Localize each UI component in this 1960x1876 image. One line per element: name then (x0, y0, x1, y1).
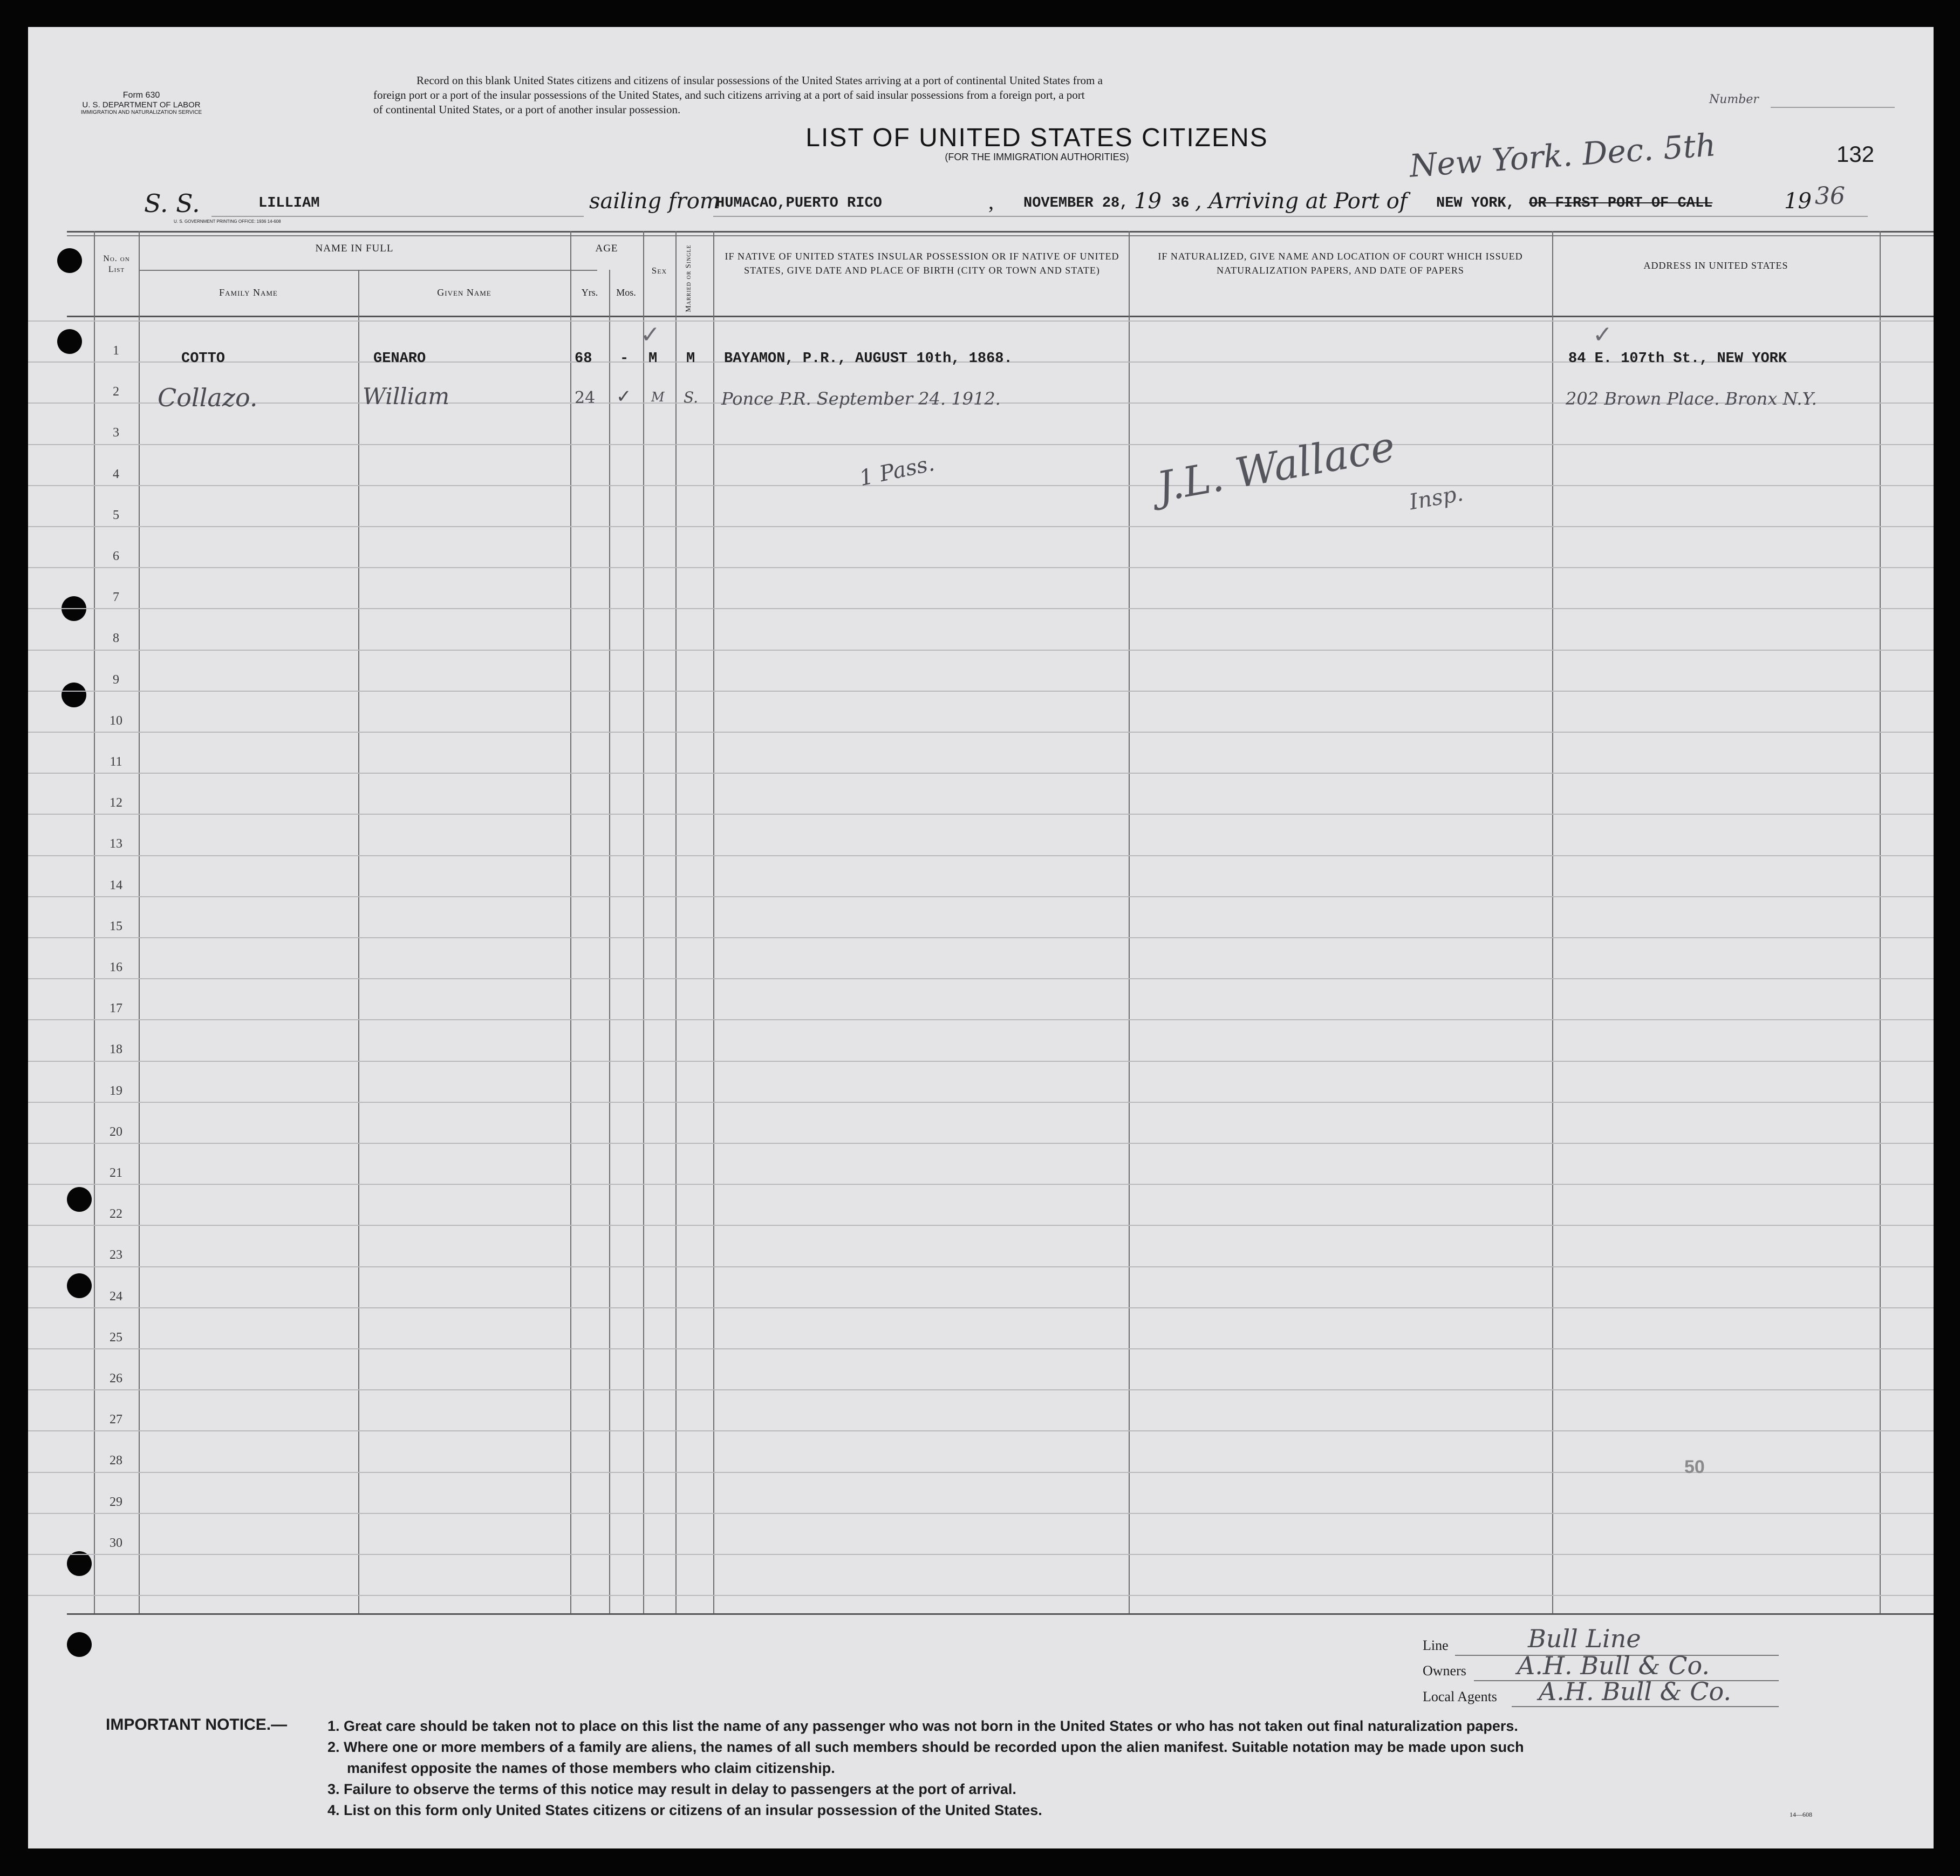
notice-item: 2. Where one or more members of a family are aliens, the names of all such members should be recorded upon the alien manifest. Suitable notation may be made upon such (327, 1739, 1524, 1755)
agents-label: Local Agents (1423, 1689, 1497, 1704)
page-subtitle: (FOR THE IMMIGRATION AUTHORITIES) (945, 152, 1129, 162)
row-number: 14 (110, 878, 122, 892)
printing-note: U. S. GOVERNMENT PRINTING OFFICE: 1936 14-608 (174, 219, 281, 224)
row-rule (28, 1266, 1934, 1267)
row-rule (28, 1061, 1934, 1062)
punch-hole (67, 1273, 92, 1298)
age-yrs-cell: 24 (575, 388, 596, 407)
row-rule (28, 1513, 1934, 1514)
row-rule (28, 1307, 1934, 1308)
row-number: 17 (110, 1001, 122, 1015)
row-number: 8 (113, 631, 119, 645)
row-rule (28, 1102, 1934, 1103)
age-mos-cell: ✓ (616, 386, 632, 407)
sex-cell: M (651, 390, 665, 405)
handwritten-port-date: New York. Dec. 5th (1408, 126, 1717, 185)
row-number: 10 (110, 714, 122, 728)
row-rule (28, 320, 1934, 322)
arrival-port: NEW YORK, (1436, 195, 1515, 212)
row-rule (28, 937, 1934, 938)
row-rule (28, 732, 1934, 733)
inspector-signature: J.L. Wallace (1153, 421, 1399, 511)
row-rule (28, 814, 1934, 815)
page-title: LIST OF UNITED STATES CITIZENS (805, 124, 1268, 152)
row-rule (28, 1595, 1934, 1596)
notice-list (327, 1716, 1924, 1821)
instruction-line: of continental United States, or a port of another insular possession. (373, 103, 681, 116)
col-sex: Sex (651, 265, 667, 276)
row-number: 12 (110, 796, 122, 810)
row-number: 28 (110, 1454, 122, 1468)
row-number: 26 (110, 1372, 122, 1386)
row-rule (28, 567, 1934, 568)
line-label: Line (1423, 1638, 1449, 1653)
punch-hole (57, 248, 82, 273)
service: IMMIGRATION AND NATURALIZATION SERVICE (80, 110, 202, 115)
row-number: 6 (113, 549, 119, 563)
row-rule (28, 485, 1934, 486)
ss-label: S. S. (144, 189, 200, 218)
row-number: 3 (113, 426, 119, 440)
form-code: 14—608 (1790, 1811, 1812, 1818)
row-number: 1 (113, 344, 119, 358)
notice-item: 3. Failure to observe the terms of this notice may result in delay to passengers at the port of arrival. (327, 1781, 1016, 1797)
row-number: 25 (110, 1331, 122, 1345)
col-no-on-list: No. on List (103, 254, 130, 274)
col-mos: Mos. (616, 287, 636, 298)
manifest-sheet: Form 630 U. S. DEPARTMENT OF LABOR IMMIGRATION AND NATURALIZATION SERVICE Record on this blank United States citizens and citizens of insular possessions of the United States arriving at a port of continental United States from a foreign port or a port of the insular possessions of the United States, and such citizens arriving at a port of said insular possessions from a foreign port, a port of continental United States, or a port of another insular possession. Number LIST OF UNITED STATES CITIZENS (FOR THE IMMIGRATION AUTHORITIES) New York. Dec. 5th 132 S. S. LILLIAM U. S. GOVERNMENT PRINTING OFFICE: 1936 14-608 sailing from HUMACAO,PUERTO RICO , NOVEMBER 28, 19 36 , Arriving at Port of NEW YORK, OR FIRST PORT OF CALL 19 36 No. on List NAME IN FULL Family Name Given Name AGE Yrs. Mos. Sex Married or Single IF NATIVE OF UNITED STATES INSULAR POSSESSION OR IF NATIVE OF UNITED STATES, GIVE DATE AND PLACE OF BIRTH (CITY OR TOWN AND STATE) IF NATURALIZED, GIVE NAME AND LOCATION OF COURT WHICH ISSUED NATURALIZATION PAPERS, AND DATE OF PAPERS ADDRESS IN UNITED STATES 1 2 3 4 5 6 7 8 9 10 11 12 13 14 15 16 17 18 19 20 21 22 23 24 25 26 27 28 29 30 COTTO GENARO 68 - M M BAYAMON, P.R., AUGUST 10th, 1868. 84 E. 107th St., NEW YORK Collazo. William 24 ✓ M S. Ponce P.R. September 24. 1912. 202 Brown Place. Bronx N.Y. ✓ ✓ 1 Pass. J.L. Wallace Insp. 50 Line Bull Line Owners A.H. Bull & Co. Local Agents A.H. Bull & Co. IMPORTANT NOTICE.— 1. Great care should be taken not to place on this list the name of any passenger who was not born in the United States or who has not taken out final naturalization papers. 2. Where one or more members of a family are aliens, the names of all such members should be recorded upon the alien manifest. Suitable notation may be made upon such manifest opposite the names of those members who claim citizenship. 3. Failure to observe the terms of this notice may result in delay to passengers at the port of arrival. 4. List on this form only United States citizens or citizens of an insular possession of the United States. 14—608 (28, 27, 1934, 1848)
number-label: Number (1709, 93, 1759, 106)
arrival-year: 36 (1815, 182, 1845, 210)
punch-hole (67, 1187, 92, 1212)
origin-port: HUMACAO,PUERTO RICO (716, 195, 882, 212)
row-number: 22 (110, 1207, 122, 1221)
punch-hole (57, 329, 82, 354)
row-rule (28, 773, 1934, 774)
row-number: 27 (110, 1413, 122, 1427)
col-given-name: Given Name (437, 287, 491, 298)
row-rule (28, 650, 1934, 651)
owners-value: A.H. Bull & Co. (1517, 1651, 1710, 1680)
depart-year: 36 (1172, 195, 1190, 212)
row-number: 5 (113, 508, 119, 522)
row-rule (28, 1184, 1934, 1185)
family-name-cell: Collazo. (158, 383, 258, 412)
col-age: AGE (595, 243, 618, 254)
punch-hole (67, 1632, 92, 1657)
row-number: 20 (110, 1125, 122, 1139)
notice-item: manifest opposite the names of those members who claim citizenship. (347, 1760, 835, 1776)
row-rule (28, 1554, 1934, 1555)
owners-label: Owners (1423, 1663, 1466, 1679)
row-rule (28, 1389, 1934, 1390)
instructions (373, 73, 1647, 117)
checkmark: ✓ (1593, 322, 1613, 348)
marital-cell: S. (684, 388, 699, 406)
row-number: 15 (110, 919, 122, 933)
row-rule (28, 1143, 1934, 1144)
row-rule (28, 526, 1934, 527)
sex-cell: M (648, 351, 658, 367)
row-rule (28, 1019, 1934, 1020)
instruction-line: Record on this blank United States citizens and citizens of insular possessions of the United States arriving at a port of continental United States from a (416, 74, 1103, 87)
row-rule (28, 1430, 1934, 1431)
row-number: 24 (110, 1290, 122, 1304)
row-number: 21 (110, 1166, 122, 1180)
depart-year-prefix: 19 (1134, 189, 1162, 214)
checkmark: ✓ (640, 322, 660, 348)
row-rule (28, 1348, 1934, 1349)
address-cell: 84 E. 107th St., NEW YORK (1568, 351, 1787, 367)
row-rule (28, 1472, 1934, 1473)
inspector-title: Insp. (1407, 481, 1465, 515)
row-rule (28, 691, 1934, 692)
given-name-cell: GENARO (373, 351, 426, 367)
col-naturalized: IF NATURALIZED, GIVE NAME AND LOCATION OF COURT WHICH ISSUED NATURALIZATION PAPERS, AND DATE OF PAPERS (1158, 251, 1523, 276)
row-number: 11 (110, 755, 122, 769)
given-name-cell: William (363, 383, 450, 410)
age-mos-cell: - (620, 351, 629, 367)
row-number: 9 (113, 673, 119, 687)
birth-cell: Ponce P.R. September 24. 1912. (721, 388, 1001, 409)
row-rule (28, 608, 1934, 609)
age-yrs-cell: 68 (575, 351, 592, 367)
row-number: 7 (113, 590, 119, 604)
depart-date: NOVEMBER 28, (1023, 195, 1129, 212)
row-number: 19 (110, 1084, 122, 1098)
row-number: 18 (110, 1042, 122, 1056)
sailing-from-label: sailing from (589, 189, 720, 214)
department: U. S. DEPARTMENT OF LABOR (82, 100, 201, 110)
row-rule (28, 978, 1934, 979)
row-number: 4 (113, 467, 119, 481)
page-number: 132 (1836, 141, 1875, 167)
agents-value: A.H. Bull & Co. (1539, 1677, 1731, 1706)
arriving-label: , Arriving at Port of (1195, 189, 1408, 214)
row-rule (28, 855, 1934, 856)
notice-item: 1. Great care should be taken not to place on this list the name of any passenger who was not born in the United States or who has not taken out final naturalization papers. (327, 1718, 1518, 1734)
col-birth: IF NATIVE OF UNITED STATES INSULAR POSSESSION OR IF NATIVE OF UNITED STATES, GIVE DATE AND PLACE OF BIRTH (CITY OR TOWN AND STATE) (725, 251, 1119, 276)
birth-cell: BAYAMON, P.R., AUGUST 10th, 1868. (724, 351, 1013, 367)
line-value: Bull Line (1528, 1624, 1641, 1653)
row-rule (28, 444, 1934, 445)
row-rule (28, 896, 1934, 897)
row-number: 13 (110, 837, 122, 851)
col-name-in-full: NAME IN FULL (315, 243, 394, 254)
row-number: 30 (110, 1536, 122, 1550)
row-number: 2 (113, 385, 119, 399)
marital-cell: M (686, 351, 695, 367)
row-rule (28, 1225, 1934, 1226)
col-address: ADDRESS IN UNITED STATES (1643, 260, 1788, 271)
pass-note: 1 Pass. (857, 451, 937, 492)
stamp-number: 50 (1684, 1457, 1705, 1477)
row-number: 16 (110, 960, 122, 974)
ship-name: LILLIAM (258, 195, 320, 212)
notice-title: IMPORTANT NOTICE.— (106, 1716, 288, 1734)
punch-hole (62, 683, 86, 707)
arrival-port-struck: OR FIRST PORT OF CALL (1529, 195, 1713, 212)
family-name-cell: COTTO (181, 351, 226, 367)
notice-item: 4. List on this form only United States citizens or citizens of an insular possession of the United States. (327, 1802, 1042, 1818)
arrival-year-prefix: 19 (1784, 189, 1812, 214)
instruction-line: foreign port or a port of the insular possessions of the United States, and such citizens arriving at a port of said insular possessions from a foreign port, a port (373, 88, 1085, 101)
address-cell: 202 Brown Place. Bronx N.Y. (1566, 388, 1817, 409)
row-number: 23 (110, 1248, 122, 1262)
form-number: Form 630 (122, 91, 160, 100)
col-family-name: Family Name (219, 287, 278, 298)
col-yrs: Yrs. (581, 287, 598, 298)
col-married-or-single: Married or Single (685, 244, 693, 312)
row-number: 29 (110, 1495, 122, 1509)
